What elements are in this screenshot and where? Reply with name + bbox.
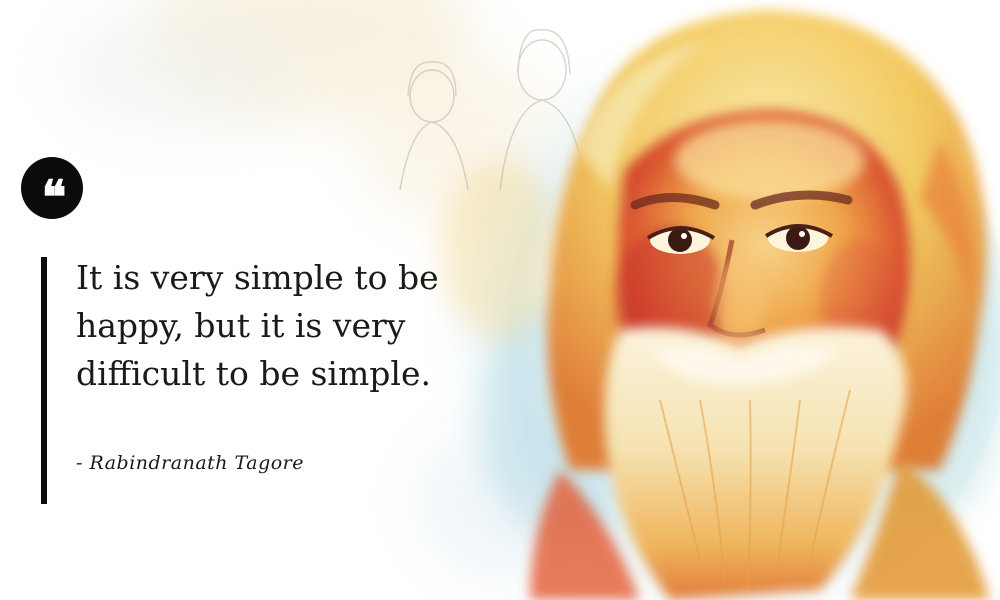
quote-badge (21, 157, 83, 224)
watercolor-wash (60, 10, 300, 130)
quote-text: It is very simple to be happy, but it is very difficult to be simple. (76, 258, 439, 393)
quote-accent-bar (41, 257, 47, 504)
quote-icon: ❝ (41, 170, 63, 224)
quote-author: - Rabindranath Tagore (76, 452, 305, 474)
